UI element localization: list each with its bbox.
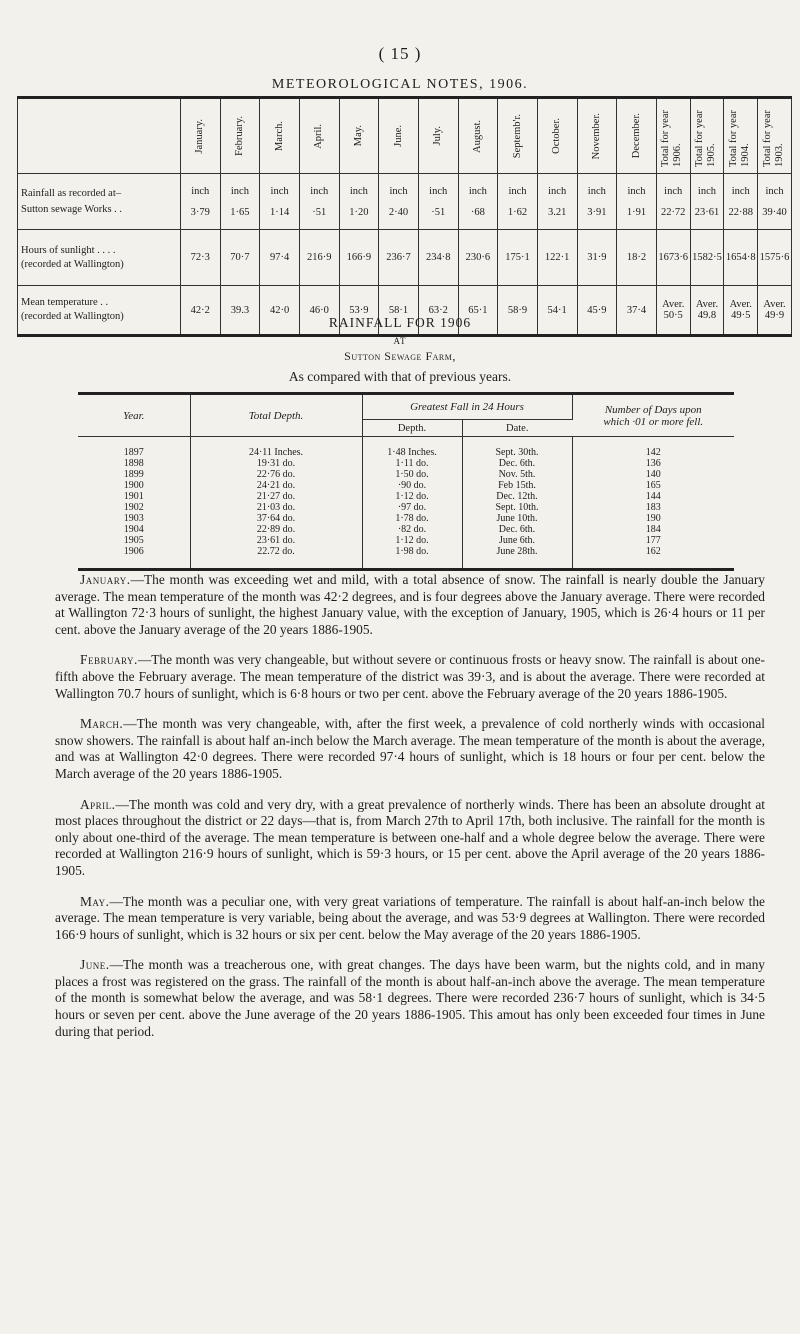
met-value: 230·6 bbox=[465, 252, 491, 263]
rainfall-place: Sutton Sewage Farm, bbox=[344, 349, 456, 363]
met-value: 72·3 bbox=[190, 252, 210, 263]
note-paragraph bbox=[55, 572, 765, 638]
monthly-notes bbox=[55, 572, 765, 1054]
note-month: April. bbox=[80, 796, 116, 812]
rainfall-cell-date: Sept. 10th. bbox=[462, 502, 572, 513]
met-cell bbox=[537, 230, 577, 286]
met-value: 42·2 bbox=[190, 304, 210, 316]
rainfall-cell-year: 1897 bbox=[78, 437, 190, 459]
col-year-header: Year. bbox=[78, 394, 190, 437]
met-average-value: 49·5 bbox=[731, 310, 751, 321]
met-average-value: 49·9 bbox=[764, 310, 785, 321]
met-average-label: Aver. bbox=[763, 299, 786, 310]
rainfall-row bbox=[78, 513, 734, 524]
met-col-header bbox=[724, 98, 758, 174]
met-col-header-label: December. bbox=[630, 113, 642, 159]
rainfall-cell-year: 1900 bbox=[78, 480, 190, 491]
met-value: 122·1 bbox=[544, 252, 570, 263]
note-paragraph bbox=[55, 716, 765, 782]
met-cell bbox=[458, 174, 498, 230]
met-cell bbox=[656, 174, 690, 230]
met-value: 166·9 bbox=[346, 252, 372, 263]
rainfall-cell-total: 24·11 Inches. bbox=[190, 437, 362, 459]
rainfall-cell-date: June 10th. bbox=[462, 513, 572, 524]
met-value: 1654·8 bbox=[725, 252, 756, 263]
met-unit: inch bbox=[664, 185, 683, 197]
page-number: ( 15 ) bbox=[378, 44, 422, 63]
rainfall-cell-total: 37·64 do. bbox=[190, 513, 362, 524]
met-cell bbox=[220, 230, 260, 286]
met-cell bbox=[260, 230, 300, 286]
met-col-header bbox=[418, 98, 458, 174]
met-value: 54·1 bbox=[547, 304, 567, 316]
rainfall-cell-date: Dec. 6th. bbox=[462, 458, 572, 469]
rainfall-cell-depth: ·82 do. bbox=[362, 524, 462, 535]
rainfall-cell-depth: ·90 do. bbox=[362, 480, 462, 491]
rainfall-cell-total: 21·27 do. bbox=[190, 491, 362, 502]
met-value: 18·2 bbox=[626, 252, 647, 263]
met-col-header bbox=[220, 98, 260, 174]
met-cell bbox=[758, 230, 792, 286]
met-average-value: 49.8 bbox=[697, 310, 717, 321]
met-unit: inch bbox=[468, 185, 487, 197]
rainfall-heading: RAINFALL FOR 1906 bbox=[328, 315, 472, 330]
met-value: 37·4 bbox=[626, 304, 647, 316]
met-average-value: 50·5 bbox=[663, 310, 683, 321]
note-text: —The month was a peculiar one, with very great variations of temperature. The rainfall is about half-an-inch below the average. The mean temperature is very variable, being about the average, and was 53·9 degrees at Wallington. There were recorded 166·9 hours of sunlight, which is 32 hours or six per cent. below the May average of the 20 years 1886-1905. bbox=[55, 893, 765, 942]
met-value: 1·65 bbox=[230, 206, 250, 218]
note-text: —The month was cold and very dry, with a great prevalence of northerly winds. There has been an absolute drought at most places throughout the district or 22 days—that is, from March 27th to April 17th, both inclusive. The rainfall for the month is only about one-third of the average. The mean temperature is between one-half and a whole degree below the average. There were recorded at Wallington 216·9 hours of sunlight, which is 59·3 hours, or 15 per cent. above the April average of the 20 years 1886-1905. bbox=[55, 796, 765, 878]
rainfall-spacer-row bbox=[78, 557, 734, 570]
met-cell bbox=[498, 230, 538, 286]
rainfall-cell-depth: 1·11 do. bbox=[362, 458, 462, 469]
rainfall-row bbox=[78, 535, 734, 546]
rainfall-cell-total: 24·21 do. bbox=[190, 480, 362, 491]
met-cell bbox=[690, 230, 724, 286]
met-cell bbox=[418, 230, 458, 286]
met-value: 23·61 bbox=[694, 206, 720, 218]
page-title: METEOROLOGICAL NOTES, 1906. bbox=[271, 77, 529, 92]
rainfall-cell-year: 1906 bbox=[78, 546, 190, 557]
met-unit: inch bbox=[697, 185, 716, 197]
rainfall-spacer-cell bbox=[462, 557, 572, 570]
met-cell bbox=[220, 174, 260, 230]
rainfall-spacer-cell bbox=[362, 557, 462, 570]
met-col-header bbox=[180, 98, 220, 174]
met-unit: inch bbox=[270, 185, 289, 197]
met-col-header-label: October. bbox=[551, 118, 563, 154]
met-unit: inch bbox=[310, 185, 329, 197]
rainfall-cell-days: 177 bbox=[645, 535, 661, 546]
met-value: 1582·5 bbox=[692, 252, 722, 263]
rainfall-cell-date: Dec. 12th. bbox=[462, 491, 572, 502]
met-value: 97·4 bbox=[269, 252, 290, 263]
rainfall-cell-days: 165 bbox=[645, 480, 661, 491]
rainfall-row bbox=[78, 458, 734, 469]
met-row-label bbox=[18, 230, 181, 286]
met-col-header-label: July. bbox=[432, 126, 444, 146]
rainfall-cell-days: 162 bbox=[645, 546, 661, 557]
met-col-header bbox=[458, 98, 498, 174]
note-text: —The month was very changeable, but without severe or continuous frosts or heavy snow. The rainfall is about one-fifth above the February average. The mean temperature of the district was 39·3, and is about the average. There were recorded at Wallington 70.7 hours of sunlight, which is 6·8 hours or two per cent. above the February average of the 20 years 1886-1905. bbox=[55, 652, 765, 701]
rainfall-cell-total: 22·76 do. bbox=[190, 469, 362, 480]
rainfall-cell-days: 140 bbox=[645, 469, 661, 480]
rainfall-cell-date: Dec. 6th. bbox=[462, 524, 572, 535]
met-cell bbox=[724, 230, 758, 286]
note-text: —The month was a treacherous one, with great changes. The days have been warm, but the nights cold, and in many places a frost was registered on the grass. The rainfall of the month is about half-an-inch above the average. The mean temperature of the month is somewhat below the average, and was 58·1 degrees. There were recorded 236·7 hours of sunlight, which is 34·5 hours or seven per cent. above the June average of the 20 years 1886-1905. This amout has only been exceeded four times in June during that period. bbox=[55, 957, 765, 1039]
met-value: 39·40 bbox=[762, 206, 787, 218]
rainfall-cell-days: 183 bbox=[645, 502, 661, 513]
met-value: 175·1 bbox=[505, 252, 530, 263]
met-average-label: Aver. bbox=[695, 299, 719, 310]
rainfall-row bbox=[78, 480, 734, 491]
note-paragraph bbox=[55, 894, 765, 944]
met-value: 58·9 bbox=[507, 304, 528, 316]
met-value: 1·14 bbox=[269, 206, 290, 218]
met-value: ·51 bbox=[312, 206, 327, 218]
rainfall-cell-date: June 28th. bbox=[462, 546, 572, 557]
note-month: January. bbox=[80, 572, 131, 587]
rainfall-cell-depth: 1·12 do. bbox=[362, 535, 462, 546]
met-col-header-label: Septemb'r. bbox=[511, 113, 523, 159]
met-col-header-label: February. bbox=[234, 116, 246, 156]
note-month: May. bbox=[80, 893, 110, 909]
col-total-header: Total Depth. bbox=[190, 394, 362, 437]
met-value: 1575·6 bbox=[759, 252, 790, 263]
met-cell bbox=[656, 230, 690, 286]
rainfall-cell-depth: 1·48 Inches. bbox=[362, 437, 462, 459]
met-cell bbox=[339, 174, 379, 230]
met-col-header bbox=[617, 98, 657, 174]
met-value: 46·0 bbox=[309, 304, 329, 316]
met-cell bbox=[758, 174, 792, 230]
rainfall-row bbox=[78, 491, 734, 502]
rainfall-row bbox=[78, 469, 734, 480]
met-value: 1·20 bbox=[349, 206, 369, 218]
met-row-label-line2: Sutton sewage Works . . bbox=[21, 203, 123, 215]
met-cell bbox=[418, 174, 458, 230]
meteorological-table bbox=[17, 96, 792, 337]
met-value: 216·9 bbox=[306, 252, 332, 263]
met-average-label: Aver. bbox=[729, 299, 752, 310]
met-value: 1·62 bbox=[507, 206, 528, 218]
rainfall-cell-date: Feb 15th. bbox=[462, 480, 572, 491]
met-value: 70·7 bbox=[230, 252, 250, 263]
met-cell bbox=[379, 230, 419, 286]
rainfall-cell-year: 1901 bbox=[78, 491, 190, 502]
met-col-header-label: Total for year 1903. bbox=[761, 110, 785, 167]
met-col-header bbox=[260, 98, 300, 174]
met-col-header bbox=[656, 98, 690, 174]
met-col-header bbox=[498, 98, 538, 174]
met-unit: inch bbox=[587, 185, 606, 197]
met-col-header bbox=[339, 98, 379, 174]
days-header-line2: which ·01 or more fell. bbox=[603, 415, 704, 428]
rainfall-cell-total: 22·89 do. bbox=[190, 524, 362, 535]
met-cell bbox=[690, 174, 724, 230]
met-value: 31·9 bbox=[587, 252, 607, 263]
met-col-header-label: November. bbox=[591, 112, 603, 160]
met-unit: inch bbox=[191, 185, 210, 197]
met-header-row bbox=[18, 98, 792, 174]
met-cell bbox=[577, 174, 617, 230]
col-depth-header: Depth. bbox=[362, 420, 462, 437]
col-date-header: Date. bbox=[462, 420, 572, 437]
rainfall-cell-depth: 1·12 do. bbox=[362, 491, 462, 502]
met-cell bbox=[577, 230, 617, 286]
met-unit: inch bbox=[429, 185, 448, 197]
met-cell bbox=[180, 230, 220, 286]
met-cell bbox=[458, 230, 498, 286]
note-text: —The month was exceeding wet and mild, with a total absence of snow. The rainfall is nearly double the January average. The mean temperature of the month was 42·2 degrees, and is four degrees above the January average. There were recorded at Wallington 72·3 hours of sunlight, the highest January value, with the exception of January, 1905, which is 26·4 hours or 11 per cent. above the January average of the 20 years 1886-1905. bbox=[55, 572, 765, 637]
met-cell bbox=[299, 230, 339, 286]
met-row-label-line1: Mean temperature . . bbox=[21, 297, 109, 309]
met-value: 1673·6 bbox=[658, 252, 689, 263]
met-unit: inch bbox=[349, 185, 368, 197]
met-cell bbox=[537, 174, 577, 230]
rainfall-cell-days: 144 bbox=[645, 491, 661, 502]
met-col-header-label: May. bbox=[353, 125, 365, 147]
met-value: 63·2 bbox=[428, 304, 448, 316]
met-col-header-label: Total for year 1904. bbox=[727, 110, 751, 167]
met-col-header-label: Total for year 1906. bbox=[660, 110, 684, 167]
rainfall-cell-total: 22.72 do. bbox=[190, 546, 362, 557]
met-unit: inch bbox=[731, 185, 750, 197]
met-value: 3·79 bbox=[190, 206, 210, 218]
met-cell bbox=[498, 174, 538, 230]
met-value: 39.3 bbox=[230, 304, 250, 316]
met-cell bbox=[379, 174, 419, 230]
col-days-header bbox=[572, 394, 734, 437]
met-col-header-label: January. bbox=[194, 118, 206, 154]
rainfall-cell-days: 184 bbox=[645, 524, 661, 535]
met-col-header-label: March. bbox=[273, 120, 285, 152]
col-greatest-header: Greatest Fall in 24 Hours bbox=[362, 394, 572, 420]
rainfall-cell-days: 190 bbox=[645, 513, 661, 524]
met-value: 236·7 bbox=[386, 252, 411, 263]
met-col-header-label: August. bbox=[472, 119, 484, 153]
rainfall-spacer-cell bbox=[572, 557, 734, 570]
note-paragraph bbox=[55, 652, 765, 702]
met-col-header-label: June. bbox=[392, 125, 404, 147]
rainfall-cell-depth: 1·50 do. bbox=[362, 469, 462, 480]
met-value: 234·8 bbox=[425, 252, 451, 263]
rainfall-row bbox=[78, 502, 734, 513]
met-row bbox=[18, 174, 792, 230]
note-month: June. bbox=[80, 957, 110, 973]
rainfall-cell-days: 142 bbox=[645, 447, 661, 458]
note-text: —The month was very changeable, with, after the first week, a prevalence of cold northerly winds with occasional snow showers. The rainfall is about half an-inch below the March average. The mean temperature of the month is about the average, and was at Wallington 42·0 degrees. There were recorded 97·4 hours of sunlight, which is 18 hours or four per cent. below the March average of the 20 years 1886-1905. bbox=[55, 716, 765, 781]
met-row-label-line2: (recorded at Wallington) bbox=[21, 258, 124, 270]
met-value: 3·91 bbox=[587, 206, 607, 218]
rainfall-cell-depth: 1·98 do. bbox=[362, 546, 462, 557]
rainfall-spacer-cell bbox=[190, 557, 362, 570]
rainfall-cell-date: June 6th. bbox=[462, 535, 572, 546]
met-value: ·68 bbox=[470, 206, 485, 218]
rainfall-at: AT bbox=[393, 336, 407, 346]
rainfall-cell-date: Sept. 30th. bbox=[462, 437, 572, 459]
note-paragraph bbox=[55, 957, 765, 1040]
met-unit: inch bbox=[765, 185, 784, 197]
met-row-label-line1: Hours of sunlight . . . . bbox=[21, 244, 116, 256]
rainfall-cell-date: Nov. 5th. bbox=[462, 469, 572, 480]
note-month: February. bbox=[80, 652, 138, 668]
met-unit: inch bbox=[508, 185, 527, 197]
met-unit: inch bbox=[389, 185, 408, 197]
met-cell bbox=[339, 230, 379, 286]
rainfall-cell-total: 21·03 do. bbox=[190, 502, 362, 513]
met-unit: inch bbox=[627, 185, 646, 197]
met-row-label-line2: (recorded at Wallington) bbox=[21, 311, 124, 322]
met-col-header bbox=[690, 98, 724, 174]
met-cell bbox=[260, 174, 300, 230]
met-col-header bbox=[299, 98, 339, 174]
note-month: March. bbox=[80, 716, 124, 732]
rainfall-table bbox=[78, 392, 734, 571]
rainfall-cell-total: 23·61 do. bbox=[190, 535, 362, 546]
rainfall-spacer-cell bbox=[78, 557, 190, 570]
met-value: 2·40 bbox=[388, 206, 409, 218]
met-value: 1·91 bbox=[626, 206, 647, 218]
met-value: 42·0 bbox=[269, 304, 290, 316]
met-unit: inch bbox=[548, 185, 567, 197]
met-value: 45·9 bbox=[587, 304, 607, 316]
days-header-line1: Number of Days upon bbox=[604, 403, 702, 416]
rainfall-row bbox=[78, 524, 734, 535]
met-value: 58·1 bbox=[388, 304, 409, 316]
met-row-label-line1: Rainfall as recorded at– bbox=[21, 187, 121, 199]
met-value: 65·1 bbox=[468, 304, 488, 316]
met-value: 3.21 bbox=[547, 206, 567, 218]
met-col-header bbox=[577, 98, 617, 174]
rainfall-cell-depth: 1·78 do. bbox=[362, 513, 462, 524]
met-col-header bbox=[379, 98, 419, 174]
met-cell bbox=[617, 230, 657, 286]
note-paragraph bbox=[55, 797, 765, 880]
met-corner-cell bbox=[18, 98, 181, 174]
met-cell bbox=[617, 174, 657, 230]
rainfall-cell-year: 1899 bbox=[78, 469, 190, 480]
rainfall-cell-total: 19·31 do. bbox=[190, 458, 362, 469]
met-row bbox=[18, 230, 792, 286]
rainfall-cell-year: 1902 bbox=[78, 502, 190, 513]
met-col-header-label: April. bbox=[313, 123, 325, 149]
met-col-header bbox=[758, 98, 792, 174]
rainfall-cell-depth: ·97 do. bbox=[362, 502, 462, 513]
rainfall-subtitle: As compared with that of previous years. bbox=[288, 369, 512, 384]
rainfall-cell-year: 1904 bbox=[78, 524, 190, 535]
met-cell bbox=[724, 174, 758, 230]
met-value: 22·88 bbox=[728, 206, 753, 218]
rainfall-row bbox=[78, 546, 734, 557]
rainfall-cell-year: 1905 bbox=[78, 535, 190, 546]
rainfall-row bbox=[78, 437, 734, 459]
rainfall-cell-year: 1898 bbox=[78, 458, 190, 469]
met-col-header bbox=[537, 98, 577, 174]
met-value: ·51 bbox=[431, 206, 446, 218]
met-average-label: Aver. bbox=[662, 299, 685, 310]
met-cell bbox=[299, 174, 339, 230]
met-value: 53·9 bbox=[349, 304, 369, 316]
rainfall-cell-year: 1903 bbox=[78, 513, 190, 524]
met-value: 22·72 bbox=[660, 206, 686, 218]
met-unit: inch bbox=[230, 185, 249, 197]
met-cell bbox=[180, 174, 220, 230]
rainfall-cell-days: 136 bbox=[645, 458, 661, 469]
met-row-label bbox=[18, 174, 181, 230]
met-col-header-label: Total for year 1905. bbox=[693, 110, 717, 167]
